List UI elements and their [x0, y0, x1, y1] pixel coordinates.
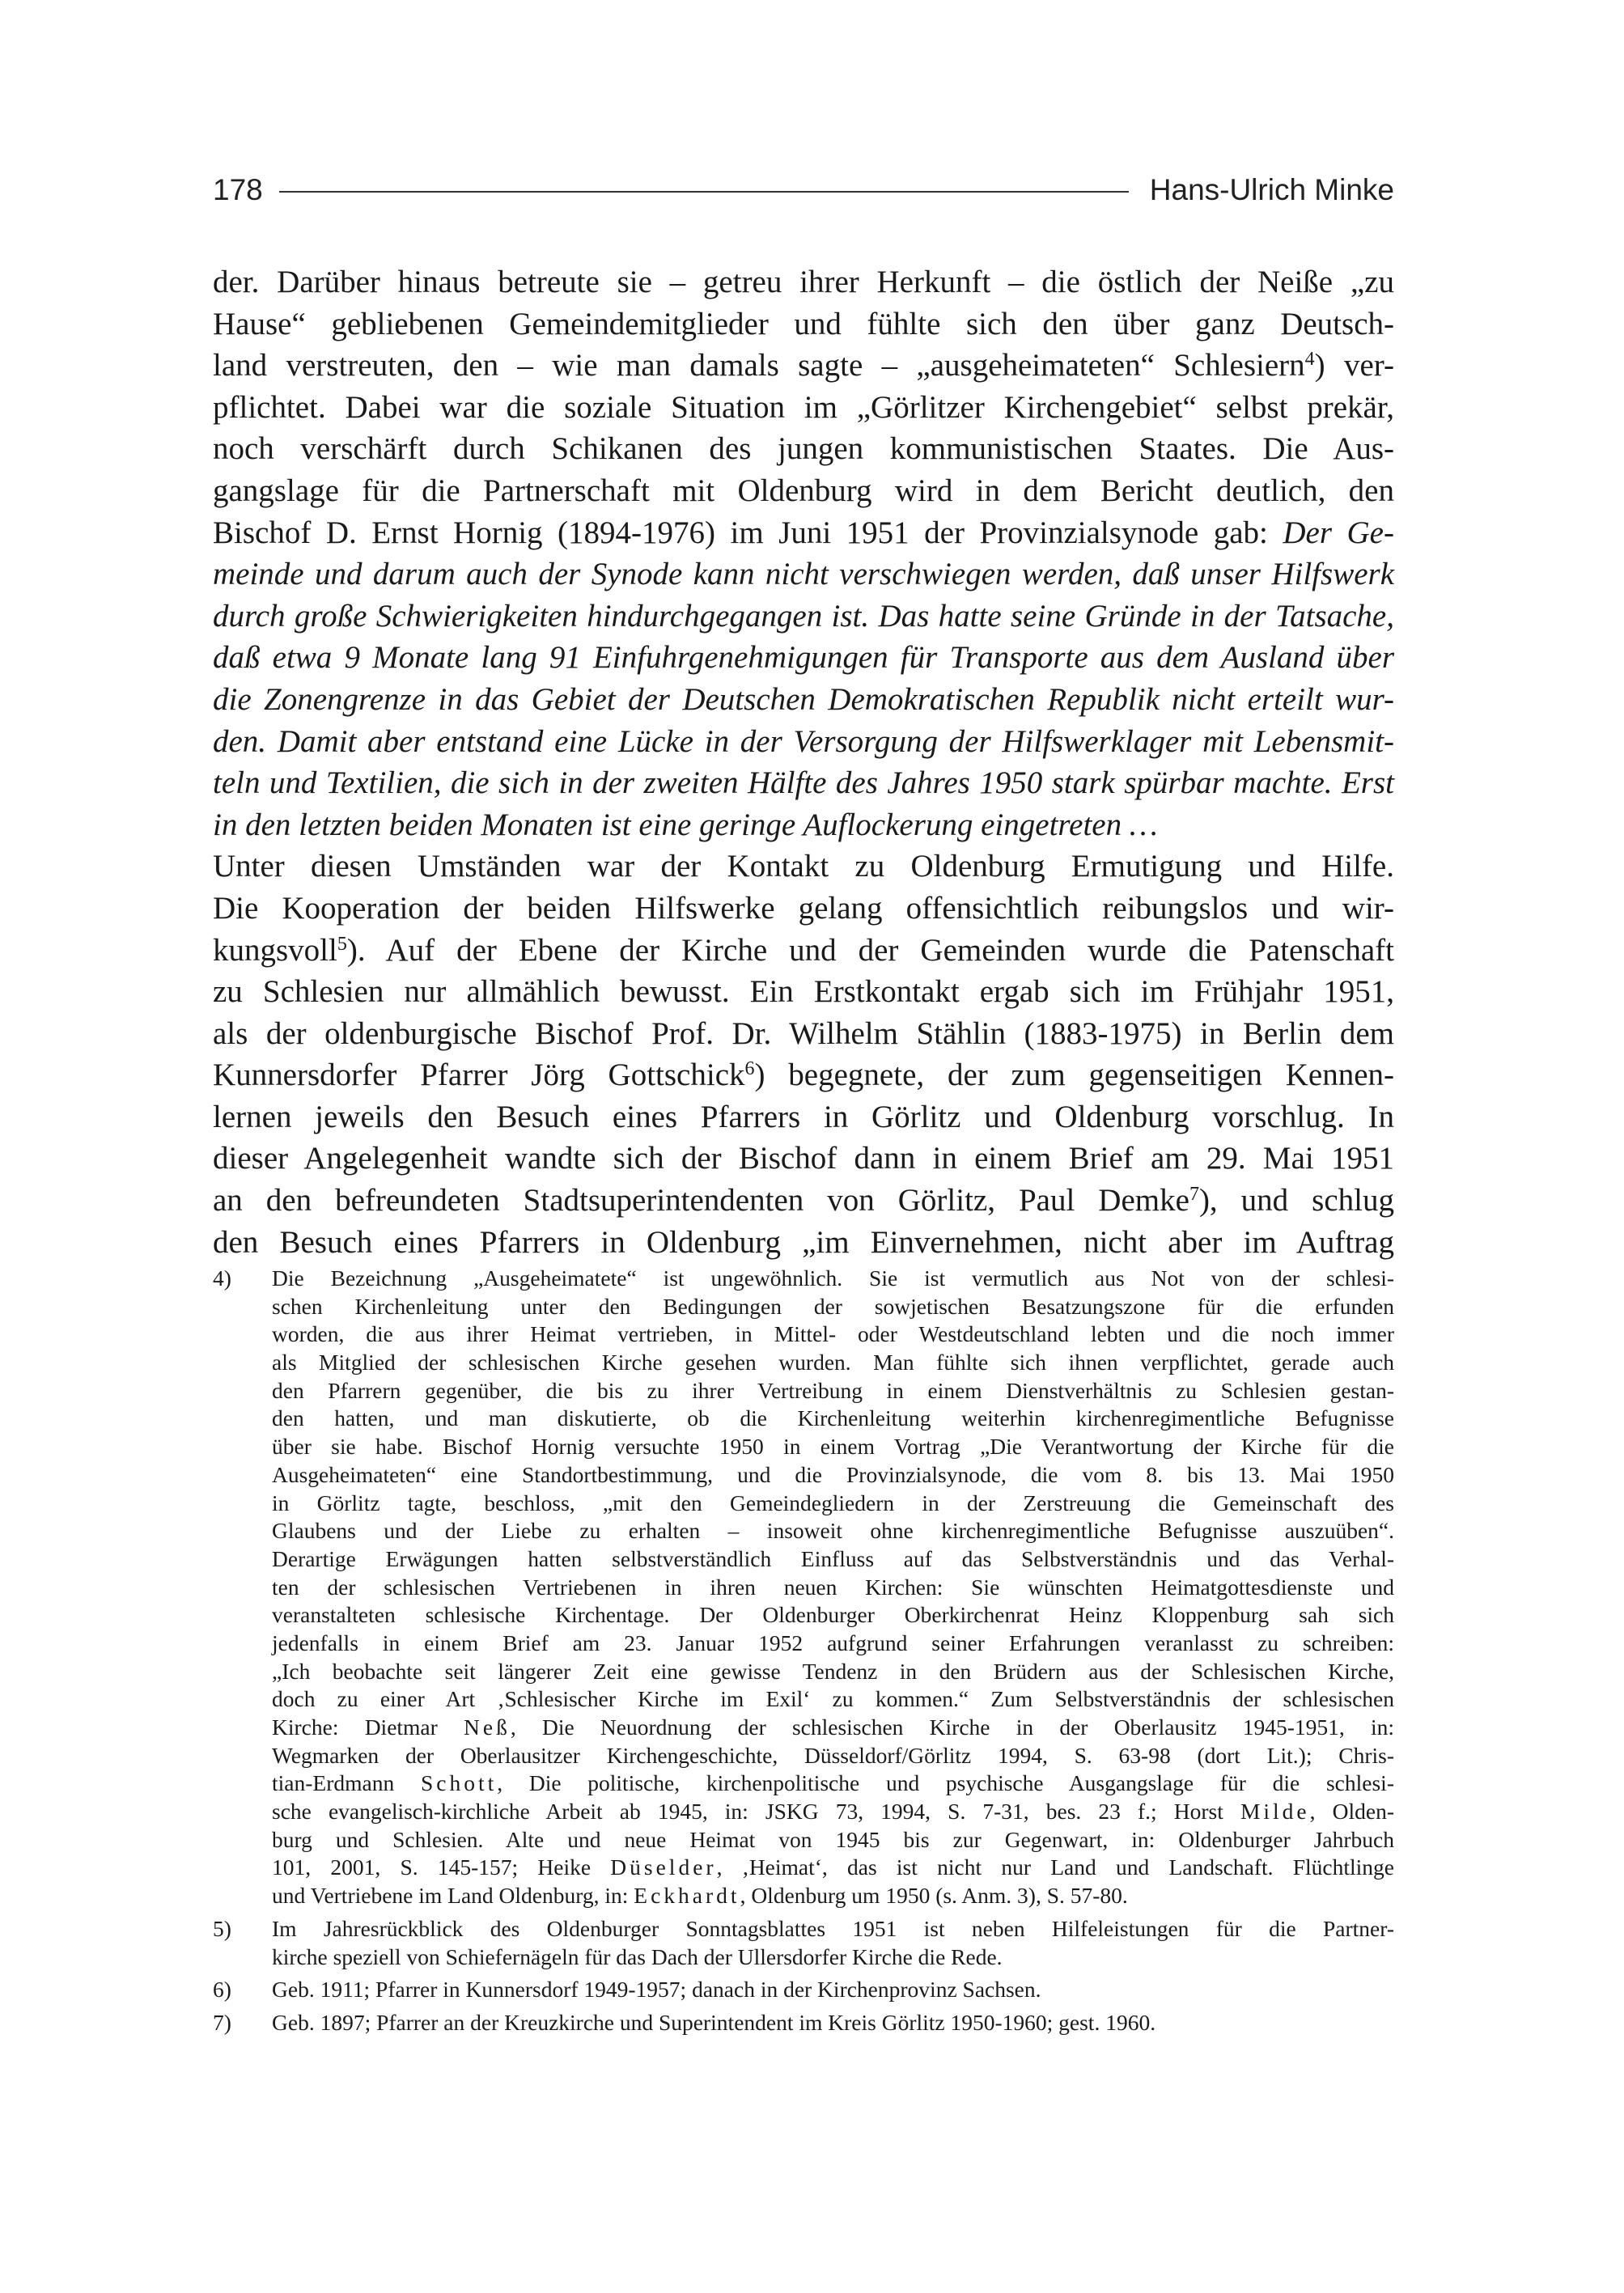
cited-author: Schott: [420, 1770, 498, 1796]
footnote-line: über sie habe. Bischof Hornig versuchte 1950 in einem Vortrag „Die Verantwortung der Kirche für die: [272, 1434, 1394, 1460]
footnote-line: Wegmarken der Oberlausitzer Kirchengeschichte, Düsseldorf/Görlitz 1994, S. 63-98 (dort Lit.); Chris-: [272, 1742, 1394, 1768]
footnote-line: Ausgeheimateten“ eine Standortbestimmung, und die Provinzialsynode, die vom 8. bis 13. Mai 1950: [272, 1461, 1394, 1487]
footnote-ref-4[interactable]: 4: [1304, 349, 1315, 371]
footnote-line: Geb. 1911; Pfarrer in Kunnersdorf 1949-1957; danach in der Kirchenprovinz Sachsen.: [272, 1977, 1041, 2003]
footnote-5: [213, 1915, 1394, 1971]
footnote-line: worden, die aus ihrer Heimat vertrieben, in Mittel- oder Westdeutschland lebten und die noch immer: [272, 1321, 1394, 1347]
footnote-number: 6): [213, 1977, 231, 2003]
footnote-line: doch zu einer Art ‚Schlesischer Kirche im Exil‘ zu kommen.“ Zum Selbstverständnis der schlesischen: [272, 1686, 1394, 1712]
footnote-line: tian-Erdmann Schott, Die politische, kirchenpolitische und psychische Ausgangslage für die schlesi-: [272, 1770, 1394, 1796]
body-line: gangslage für die Partnerschaft mit Oldenburg wird in dem Bericht deutlich, den: [213, 473, 1394, 508]
footnote-ref-6[interactable]: 6: [744, 1058, 755, 1080]
cited-author: Milde: [1240, 1799, 1310, 1825]
running-header: [213, 166, 1394, 214]
footnote-line: „Ich beobachte seit längerer Zeit eine gewisse Tendenz in den Brüdern aus der Schlesischen Kirche,: [272, 1658, 1394, 1684]
quote-line: den. Damit aber entstand eine Lücke in der Versorgung der Hilfswerklager mit Lebensmit-: [213, 723, 1394, 759]
body-line: lernen jeweils den Besuch eines Pfarrers in Görlitz und Oldenburg vorschlug. In: [213, 1099, 1394, 1134]
footnote-ref-5[interactable]: 5: [337, 933, 347, 955]
footnote-line: in Görlitz tagte, beschloss, „mit den Gemeindegliedern in der Zerstreuung die Gemeinschaft des: [272, 1490, 1394, 1515]
body-line: zu Schlesien nur allmählich bewusst. Ein Erstkontakt ergab sich im Frühjahr 1951,: [213, 974, 1394, 1010]
footnote-line: Im Jahresrückblick des Oldenburger Sonntagsblattes 1951 ist neben Hilfeleistungen für die Partner-: [272, 1915, 1394, 1941]
cited-author: Eckhardt: [634, 1883, 740, 1909]
quote-line: daß etwa 9 Monate lang 91 Einfuhrgenehmigungen für Transporte aus dem Ausland über: [213, 640, 1394, 676]
footnote-line: ten der schlesischen Vertriebenen in ihren neuen Kirchen: Sie wünschten Heimatgottesdienste und: [272, 1574, 1394, 1600]
body-line: dieser Angelegenheit wandte sich der Bischof dann in einem Brief am 29. Mai 1951: [213, 1141, 1394, 1176]
header-rule: [279, 191, 1129, 193]
quote-line: meinde und darum auch der Synode kann nicht verschwiegen werden, daß unser Hilfswerk: [213, 557, 1394, 592]
footnote-line: Geb. 1897; Pfarrer an der Kreuzkirche und Superintendent im Kreis Görlitz 1950-1960; gest. 1960.: [272, 2009, 1156, 2035]
page-number: 178: [213, 173, 263, 206]
footnote-number: 4): [213, 1265, 231, 1291]
footnote-line: den hatten, und man diskutierte, ob die Kirchenleitung weiterhin kirchenregimentliche Befugnisse: [272, 1405, 1394, 1431]
footnote-line: burg und Schlesien. Alte und neue Heimat von 1945 bis zur Gegenwart, in: Oldenburger Jahrbuch: [272, 1826, 1394, 1852]
body-line: pflichtet. Dabei war die soziale Situation im „Görlitzer Kirchengebiet“ selbst prekär,: [213, 389, 1394, 425]
main-text: [213, 261, 1394, 1263]
body-line: den Besuch eines Pfarrers in Oldenburg „im Einvernehmen, nicht aber im Auftrag: [213, 1224, 1394, 1260]
footnote-line: den Pfarrern gegenüber, die bis zu ihrer Vertreibung in einem Dienstverhältnis zu Schlesien gestan-: [272, 1377, 1394, 1403]
body-line: Kunnersdorfer Pfarrer Jörg Gottschick$^6$) begegnete, der zum gegenseitigen Kennen-: [213, 1057, 1394, 1093]
body-line: Unter diesen Umständen war der Kontakt zu Oldenburg Ermutigung und Hilfe.: [213, 849, 1394, 884]
quote-line: die Zonengrenze in das Gebiet der Deutschen Demokratischen Republik nicht erteilt wur-: [213, 681, 1394, 717]
footnote-line: jedenfalls in einem Brief am 23. Januar 1952 aufgrund seiner Erfahrungen veranlasst zu schreiben:: [272, 1630, 1394, 1655]
body-line: land verstreuten, den – wie man damals sagte – „ausgeheimateten“ Schlesiern$^4$) ver-: [213, 348, 1394, 384]
footnote-line: Glaubens und der Liebe zu erhalten – insoweit ohne kirchenregimentliche Befugnisse auszuüben“.: [272, 1518, 1394, 1544]
cited-author: Düselder: [610, 1854, 717, 1880]
body-line: Bischof D. Ernst Hornig (1894-1976) im Juni 1951 der Provinzialsynode gab: Der Ge-: [213, 515, 1394, 550]
running-head-author: Hans-Ulrich Minke: [1149, 173, 1394, 206]
footnotes: [213, 1265, 1394, 2037]
footnote-line: 101, 2001, S. 145-157; Heike Düselder, ‚Heimat‘, das ist nicht nur Land und Landschaft. Flüchtlinge: [272, 1854, 1394, 1880]
body-line: als der oldenburgische Bischof Prof. Dr. Wilhelm Stählin (1883-1975) in Berlin dem: [213, 1015, 1394, 1051]
footnote-line: Die Bezeichnung „Ausgeheimatete“ ist ungewöhnlich. Sie ist vermutlich aus Not von der schlesi-: [272, 1265, 1394, 1291]
footnote-number: 5): [213, 1915, 231, 1941]
footnote-7: [213, 2009, 1394, 2037]
quote-line: teln und Textilien, die sich in der zweiten Hälfte des Jahres 1950 stark spürbar machte. Erst: [213, 765, 1394, 801]
footnote-line: als Mitglied der schlesischen Kirche gesehen wurden. Man fühlte sich ihnen verpflichtet, gerade auch: [272, 1350, 1394, 1375]
body-line: der. Darüber hinaus betreute sie – getreu ihrer Herkunft – die östlich der Neiße „zu: [213, 265, 1394, 299]
body-line: Hause“ gebliebenen Gemeindemitglieder und fühlte sich den über ganz Deutsch-: [213, 306, 1394, 341]
footnote-4: [213, 1265, 1394, 1910]
quote-line: durch große Schwierigkeiten hindurchgegangen ist. Das hatte seine Gründe in der Tatsache,: [213, 598, 1394, 634]
footnote-line: Derartige Erwägungen hatten selbstverständlich Einfluss auf das Selbstverständnis und das Verhal-: [272, 1545, 1394, 1571]
footnote-line: und Vertriebene im Land Oldenburg, in: Eckhardt, Oldenburg um 1950 (s. Anm. 3), S. 57-80.: [272, 1883, 1128, 1909]
footnote-line: schen Kirchenleitung unter den Bedingungen der sowjetischen Besatzungszone für die erfunden: [272, 1293, 1394, 1319]
footnote-line: veranstalteten schlesische Kirchentage. Der Oldenburger Oberkirchenrat Heinz Kloppenburg sah sich: [272, 1602, 1394, 1628]
body-line: Die Kooperation der beiden Hilfswerke gelang offensichtlich reibungslos und wir-: [213, 890, 1394, 926]
body-line: kungsvoll$^5$). Auf der Ebene der Kirche und der Gemeinden wurde die Patenschaft: [213, 932, 1394, 968]
footnote-line: kirche speziell von Schiefernägeln für das Dach der Ullersdorfer Kirche die Rede.: [272, 1943, 1003, 1969]
footnote-number: 7): [213, 2009, 231, 2035]
footnote-line: Kirche: Dietmar Neß, Die Neuordnung der schlesischen Kirche in der Oberlausitz 1945-1951, in:: [272, 1714, 1394, 1740]
body-line: noch verschärft durch Schikanen des jungen kommunistischen Staates. Die Aus-: [213, 431, 1394, 467]
body-line: an den befreundeten Stadtsuperintendenten von Görlitz, Paul Demke$^7$), und schlug: [213, 1183, 1394, 1219]
quote-line: in den letzten beiden Monaten ist eine geringe Auflockerung eingetreten …: [213, 807, 1158, 842]
cited-author: Neß: [464, 1714, 511, 1740]
footnote-6: [213, 1976, 1394, 2004]
footnote-line: sche evangelisch-kirchliche Arbeit ab 1945, in: JSKG 73, 1994, S. 7-31, bes. 23 f.; Horst Milde, Olden-: [272, 1799, 1394, 1825]
footnote-ref-7[interactable]: 7: [1189, 1184, 1199, 1206]
